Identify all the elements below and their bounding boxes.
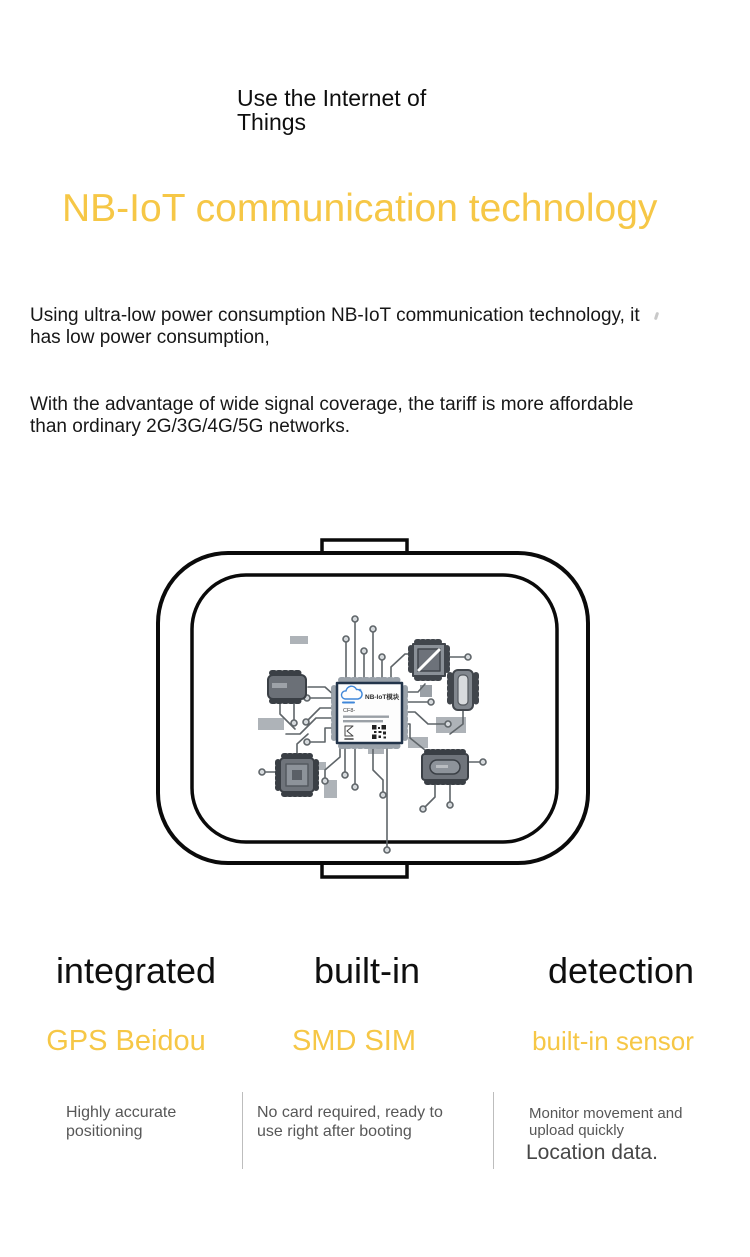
feature-extra-location-data: Location data. [526,1141,658,1164]
column-divider-1 [242,1092,243,1169]
feature-desc-no-card: No card required, ready to use right after booting [257,1104,443,1140]
qfp-chip [278,756,316,794]
intro-line-1: Use the Internet of [237,85,427,111]
feature-highlight-gps-beidou: GPS Beidou [46,1025,206,1057]
column-divider-2 [493,1092,494,1169]
chip-model: CF8- [343,708,356,714]
feature-header-detection: detection [547,950,695,991]
feature-desc-monitor: Monitor movement and upload quickly [529,1105,683,1139]
intro-heading [237,86,469,134]
stray-mark [654,312,659,321]
feature-header-integrated: integrated [55,950,217,991]
paragraph-coverage: With the advantage of wide signal coverage, the tariff is more affordable than ordinary 2G/3G/4G/5G networks. [30,394,634,437]
serial-line-1 [343,716,389,718]
feature-highlight-built-in-sensor: built-in sensor [532,1026,694,1056]
dip-ic [268,673,306,701]
feature-header-built-in: built-in [313,950,421,991]
serial-line-2 [343,720,383,722]
page-title: NB-IoT communication technology [62,187,658,230]
qr-code [372,725,386,739]
nbiot-module-chip [334,680,405,746]
diagonal-ic [411,642,447,678]
feature-highlight-smd-sim: SMD SIM [291,1025,417,1057]
feature-desc-positioning: Highly accurate positioning [66,1104,177,1140]
device-illustration [145,515,605,895]
intro-line-2: Things [237,109,307,135]
chip-label: NB-IoT模块 [365,694,400,701]
paragraph-low-power: Using ultra-low power consumption NB-IoT communication technology, it has low power consumption, [30,305,640,348]
connector [450,670,476,710]
smd-ic [422,752,468,782]
